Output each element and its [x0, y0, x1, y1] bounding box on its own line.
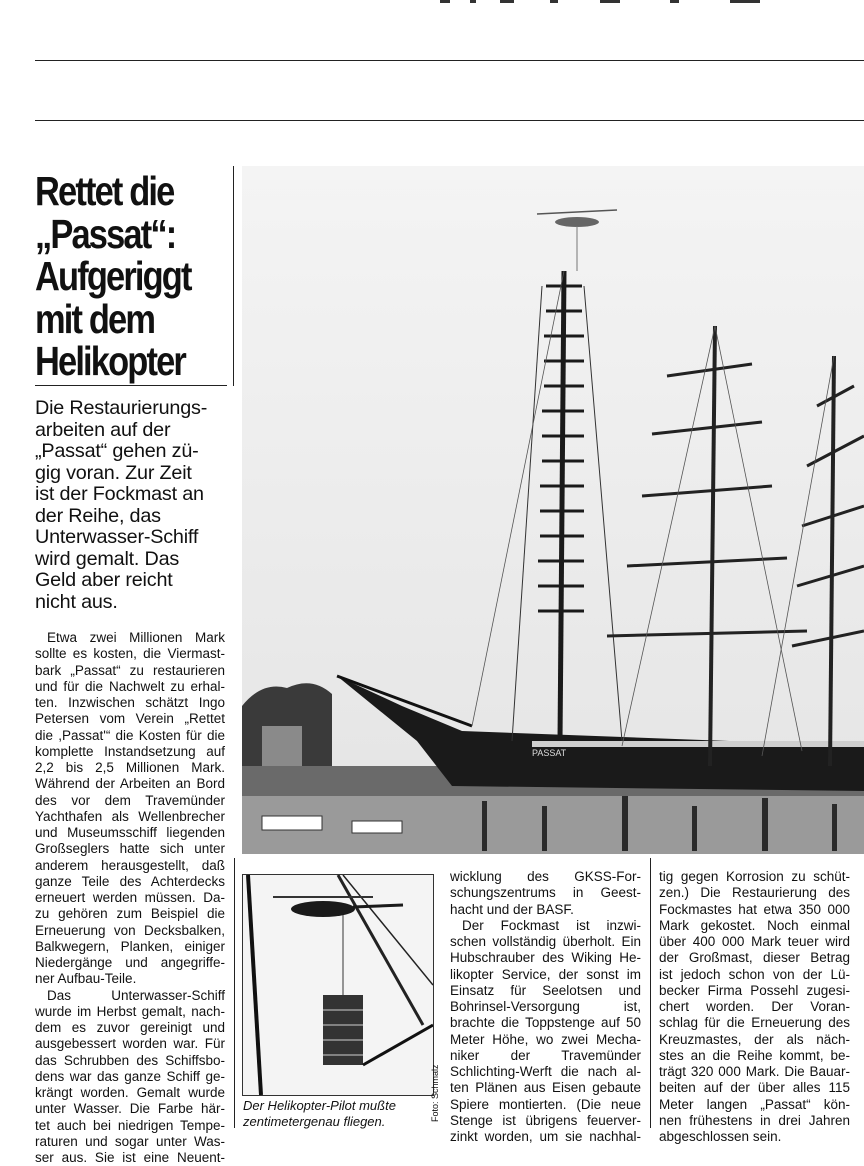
headline-column-rule	[233, 166, 234, 386]
ship-illustration	[242, 166, 864, 854]
body-line: tet auch bei niedrigen Tempe-	[35, 1117, 225, 1133]
body-line: Meter Höhe, wo zwei Mecha-	[450, 1031, 641, 1047]
headline-underline	[35, 385, 227, 386]
top-rule-1	[35, 60, 864, 61]
body-line: die ,Passat'“ die Kosten für die	[35, 727, 225, 743]
body-line: becker Firma Possehl zugesi-	[659, 982, 850, 998]
body-line: ner Aufbau-Teile.	[35, 971, 137, 987]
body-line: likopter Service, der sonst im	[450, 966, 641, 982]
caption-line: zentimetergenau fliegen.	[243, 1114, 386, 1129]
body-line: ausgebessert worden war. Für	[35, 1036, 225, 1052]
body-line: ser aus. Sie ist eine Neuent-	[35, 1150, 225, 1165]
body-line: chert worden. Der Voran-	[659, 999, 850, 1014]
lead-line: gig voran. Zur Zeit	[35, 461, 192, 484]
body-line: komplette Instandsetzung auf	[35, 743, 225, 759]
caption-line: Der Helikopter-Pilot mußte	[243, 1098, 396, 1113]
headline-line: Helikopter	[35, 338, 185, 384]
body-line: krängt worden. Gemalt wurde	[35, 1085, 225, 1100]
helicopter-lift-illustration	[243, 875, 433, 1095]
body-line: Petersen vom Verein „Rettet	[35, 711, 225, 727]
lead-line: „Passat“ gehen zü-	[35, 440, 199, 462]
body-line: schungszentrums in Geest-	[450, 885, 641, 901]
body-line: anderem herausgestellt, daß	[35, 857, 225, 873]
body-line: dens war das ganze Schiff ge-	[35, 1068, 225, 1084]
body-line: Einsatz für Seelotsen und	[450, 982, 641, 998]
body-line: und für die Nachwelt zu erhal-	[35, 678, 225, 694]
body-line: Fockmastes hat etwa 350 000	[659, 901, 850, 917]
body-line: beiten auf der über alles 115	[659, 1080, 850, 1096]
body-line: des vor dem Travemünder	[35, 792, 225, 808]
body-line: Yachthafen als Wellenbrecher	[35, 808, 225, 824]
lead-line: der Reihe, das	[35, 504, 161, 527]
headline-line: mit dem	[35, 295, 155, 342]
body-line: ganze Teile des Achterdecks	[35, 873, 225, 889]
lead-line: Geld aber reicht	[35, 569, 173, 591]
lead-line: Unterwasser-Schiff	[35, 526, 199, 548]
body-line: unter Wasser. Die Farbe här-	[35, 1101, 225, 1117]
headline-line: Rettet die	[35, 168, 174, 214]
helicopter-icon	[291, 901, 355, 917]
body-line: das Schrubben des Schiffsbo-	[35, 1052, 225, 1068]
body-line: der Großmast, dieser Betrag	[659, 950, 850, 966]
body-line: raturen und sogar unter Was-	[35, 1133, 225, 1149]
hull-lettering: PASSAT	[532, 748, 567, 758]
article-lead	[35, 398, 235, 613]
headline-line: „Passat“:	[35, 210, 176, 257]
body-line: Der Fockmast ist inzwi-	[462, 917, 641, 933]
body-line: Etwa zwei Millionen Mark	[47, 630, 225, 645]
scan-edge-marks	[440, 0, 780, 4]
body-line: ten. Inzwischen schätzt Ingo	[35, 695, 225, 710]
body-column-2	[450, 869, 641, 1145]
lead-line: Die Restaurierungs-	[35, 397, 208, 419]
body-line: ten Plänen aus Eisen gebaute	[450, 1080, 641, 1096]
photo-caption	[243, 1098, 433, 1130]
body-line: zen.) Die Restaurierung des	[659, 885, 850, 901]
body-line: trägt 320 000 Mark. Die Bauar-	[659, 1064, 850, 1079]
body-line: Balkwegern, Planken, einiger	[35, 938, 225, 954]
body-line: Niedergänge und angegriffe-	[35, 955, 225, 970]
article-headline	[35, 170, 203, 383]
body-line: zu gehören zum Beispiel die	[35, 906, 225, 922]
body-line: zinkt worden, um sie nachhal-	[450, 1129, 641, 1144]
lead-line: nicht aus.	[35, 590, 118, 613]
body-column-1	[35, 630, 225, 1166]
headline-line: Aufgeriggt	[35, 253, 191, 299]
lead-line: ist der Fockmast an	[35, 483, 204, 505]
body-line: Während der Arbeiten an Bord	[35, 776, 225, 792]
photo-credit: Foto: Schmalz	[430, 1064, 440, 1122]
body-line: tig gegen Korrosion zu schüt-	[659, 869, 850, 884]
lead-line: arbeiten auf der	[35, 418, 171, 441]
lead-line: wird gemalt. Das	[35, 547, 180, 570]
body-line: erneuert werden müssen. Da-	[35, 890, 225, 905]
body-line: brachte die Toppstenge auf 50	[450, 1015, 641, 1031]
body-line: nen frühestens in drei Jahren	[659, 1112, 850, 1128]
body-line: Mark gekostet. Noch einmal	[659, 917, 850, 933]
body-line: über 400 000 Mark teuer wird	[659, 934, 850, 949]
body-line: sollte es kosten, die Viermast-	[35, 646, 225, 662]
body-line: Kreuzmastes, der als näch-	[659, 1031, 850, 1047]
body-line: Erneuerung von Decksbalken,	[35, 922, 225, 938]
body-line: Großseglers hatte sich unter	[35, 841, 225, 857]
body-line: hacht und der BASF.	[450, 901, 574, 917]
body-line: wicklung des GKSS-For-	[450, 869, 641, 884]
ship-photo	[242, 166, 864, 854]
body-column-3	[659, 869, 850, 1145]
column-rule-3	[650, 858, 651, 1128]
body-line: Das Unterwasser-Schiff	[47, 987, 225, 1003]
body-line: abgeschlossen sein.	[659, 1129, 782, 1144]
top-rule-2	[35, 120, 864, 121]
body-line: Hubschrauber des Wiking He-	[450, 950, 641, 966]
body-line: ist jedoch schon von der Lü-	[659, 966, 850, 982]
body-line: Spiere montierten. (Die neue	[450, 1096, 641, 1112]
body-line: wurde im Herbst gemalt, nach-	[35, 1003, 225, 1019]
helicopter-photo	[242, 874, 434, 1096]
body-line: und Museumsschiff liegenden	[35, 825, 225, 840]
body-line: schen vollständig überholt. Ein	[450, 934, 641, 949]
body-line: Meter langen „Passat“ kön-	[659, 1096, 850, 1112]
body-line: Schlichting-Werft die nach al-	[450, 1064, 641, 1079]
body-line: dem es zuvor gereinigt und	[35, 1020, 225, 1035]
body-line: 2,2 bis 2,5 Millionen Mark.	[35, 760, 225, 775]
body-line: Stenge ist übrigens feuerver-	[450, 1112, 641, 1128]
body-line: schlag für die Erneuerung des	[659, 1015, 850, 1031]
body-line: Bohrinsel-Versorgung ist,	[450, 999, 641, 1014]
lower-column-rule	[234, 858, 235, 1128]
body-line: bark „Passat“ zu restaurieren	[35, 662, 225, 678]
body-line: niker der Travemünder	[450, 1047, 641, 1063]
body-line: stes an die Reihe kommt, be-	[659, 1047, 850, 1063]
